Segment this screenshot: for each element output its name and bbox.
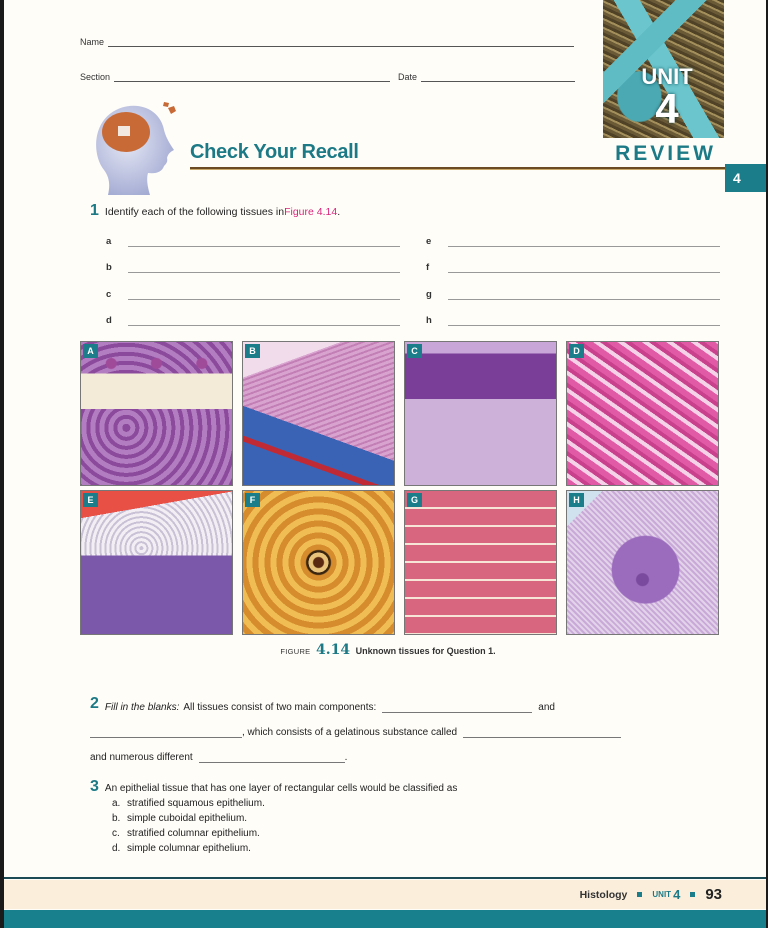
answer-letter: b: [106, 262, 112, 273]
q2-line-2: [90, 713, 730, 738]
answer-blank-g[interactable]: [448, 290, 720, 300]
q2-line-3: [90, 738, 730, 763]
answer-blank-c[interactable]: [128, 290, 400, 300]
brain-puzzle-head-icon: [90, 100, 180, 195]
blank-gelatinous-substance[interactable]: [463, 728, 621, 738]
question-text: .: [344, 752, 348, 763]
question-text: , which consists of a gelatinous substance called: [242, 727, 458, 738]
tile-label: G: [407, 493, 422, 507]
answer-row: [106, 247, 400, 274]
tissue-micrograph-b: [242, 341, 395, 486]
option-letter: b.: [112, 813, 121, 824]
option-text: simple columnar epithelium.: [127, 843, 251, 854]
footer-unit-number: 4: [673, 887, 681, 902]
answer-letter: c: [106, 288, 112, 300]
section-date-row: [80, 72, 575, 82]
date-label: Date: [398, 72, 418, 82]
footer-subject: Histology: [579, 888, 628, 901]
option-c[interactable]: [112, 828, 457, 843]
title-divider: [190, 167, 725, 170]
tile-label: A: [83, 344, 98, 358]
answer-blank-a[interactable]: [128, 237, 400, 247]
answer-column-left: [106, 220, 400, 326]
question-text: Identify each of the following tissues in: [104, 206, 285, 218]
option-a[interactable]: [112, 798, 457, 813]
section-field[interactable]: [114, 73, 390, 82]
tissue-micrograph-e: [80, 490, 233, 635]
blank-component-2[interactable]: [90, 728, 242, 738]
unit-number: 4: [655, 85, 679, 132]
option-d[interactable]: [112, 843, 457, 858]
question-text: An epithelial tissue that has one layer of rectangular cells would be classified as: [104, 783, 458, 794]
review-heading: REVIEW: [615, 142, 716, 165]
answer-row: [426, 220, 720, 247]
answer-blank-e[interactable]: [448, 237, 720, 247]
bullet-square-icon: [637, 892, 642, 897]
answer-row: [106, 300, 400, 327]
answer-row: [426, 247, 720, 274]
tile-label: B: [245, 344, 260, 358]
chapter-tab: 4: [725, 164, 766, 192]
option-text: simple cuboidal epithelium.: [127, 813, 248, 824]
section-label: Section: [80, 72, 111, 82]
option-text: stratified squamous epithelium.: [127, 798, 265, 809]
answer-letter: e: [426, 235, 432, 247]
figure-word: FIGURE: [280, 647, 311, 656]
answer-column-right: [426, 220, 720, 326]
question-text-end: .: [337, 206, 341, 218]
answer-letter: d: [106, 315, 112, 326]
page-number: 93: [705, 886, 722, 903]
tissue-micrograph-c: [404, 341, 557, 486]
answer-letter: a: [106, 235, 112, 247]
answer-blank-b[interactable]: [128, 263, 400, 273]
question-number: 3: [90, 778, 99, 795]
figure-reference-link[interactable]: Figure 4.14: [284, 206, 338, 218]
tile-label: C: [407, 344, 422, 358]
tissue-micrograph-g: [404, 490, 557, 635]
answer-row: [106, 273, 400, 300]
option-text: stratified columnar epithelium.: [127, 828, 260, 839]
unit-word: UNIT: [641, 64, 693, 89]
answer-row: [426, 273, 720, 300]
option-letter: c.: [112, 828, 120, 839]
q3-stem: [90, 778, 457, 796]
question-2: [90, 688, 730, 763]
question-text: All tissues consist of two main components:: [183, 702, 377, 713]
footer-rule: [4, 877, 766, 879]
blank-numerous-different[interactable]: [199, 753, 345, 763]
answer-row: [426, 300, 720, 327]
tissue-micrograph-h: [566, 490, 719, 635]
tissue-micrograph-a: [80, 341, 233, 486]
question-number: 1: [90, 202, 99, 219]
tissue-micrograph-d: [566, 341, 719, 486]
answer-blank-f[interactable]: [448, 263, 720, 273]
question-text: and: [538, 702, 555, 713]
option-letter: d.: [112, 843, 121, 854]
question-text: and numerous different: [90, 752, 193, 763]
worksheet-page: [4, 0, 766, 928]
answer-blank-d[interactable]: [128, 316, 400, 326]
name-label: Name: [80, 37, 105, 47]
name-field[interactable]: [108, 38, 574, 47]
answer-letter: h: [426, 315, 432, 326]
tile-label: H: [569, 493, 584, 507]
figure-number: 4.14: [316, 642, 351, 658]
question-1: [90, 202, 340, 220]
blank-component-1[interactable]: [382, 703, 532, 713]
bullet-square-icon: [690, 892, 695, 897]
figure-4-14-grid: [80, 341, 721, 635]
answer-letter: f: [426, 262, 430, 273]
tile-label: D: [569, 344, 584, 358]
q2-line-1: [90, 688, 730, 713]
answer-letter: g: [426, 288, 432, 300]
section-title: Check Your Recall: [190, 141, 359, 163]
name-field-row: [80, 37, 574, 47]
figure-description: Unknown tissues for Question 1.: [355, 646, 496, 656]
answer-blank-h[interactable]: [448, 316, 720, 326]
footer-unit-label: UNIT: [652, 890, 672, 899]
question-lead: Fill in the blanks:: [104, 702, 180, 713]
option-letter: a.: [112, 798, 121, 809]
footer-bottom-bar: [4, 910, 766, 928]
tile-label: E: [83, 493, 98, 507]
option-b[interactable]: [112, 813, 457, 828]
tissue-micrograph-f: [242, 490, 395, 635]
tile-label: F: [245, 493, 260, 507]
question-number: 2: [90, 695, 99, 712]
question-3: [90, 778, 457, 858]
answer-row: [106, 220, 400, 247]
figure-caption: [4, 642, 766, 658]
page-footer: [580, 886, 722, 903]
q3-options: [112, 798, 457, 858]
date-field[interactable]: [421, 73, 575, 82]
